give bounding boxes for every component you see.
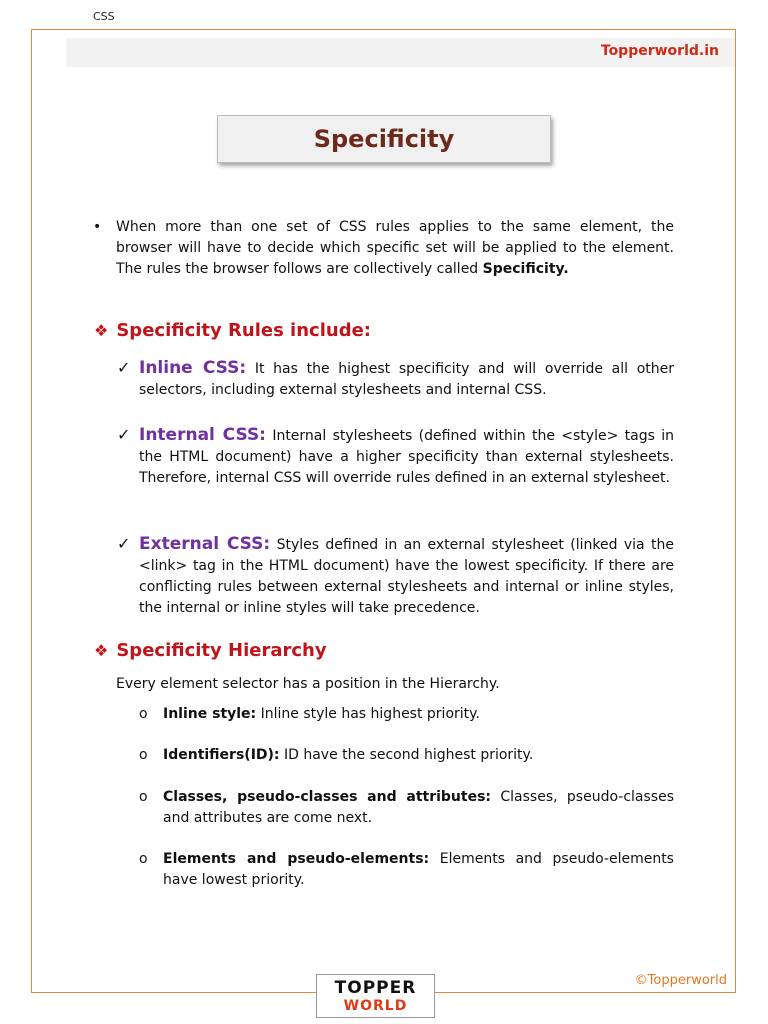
hierarchy-item-term: Elements and pseudo-elements: [163,851,430,867]
check-icon: ✓ [117,358,131,377]
hierarchy-heading-text: Specificity Hierarchy [116,640,327,661]
circle-bullet-icon: o [139,747,148,763]
circle-bullet-icon: o [139,706,148,722]
hierarchy-item [163,745,674,766]
rule-internal-term: Internal CSS: [139,425,266,445]
hierarchy-item-term: Inline style: [163,706,257,722]
hierarchy-item-text: Classes, pseudo-classes and attributes are come next. [163,789,675,826]
logo-top-text: TOPPER [334,977,417,998]
diamond-icon: ❖ [94,641,109,660]
hierarchy-item-text: Inline style has highest priority. [256,706,480,722]
rule-external-term: External CSS: [139,534,271,554]
rules-heading-text: Specificity Rules include: [116,320,371,341]
footer-copyright: ©Topperworld [634,973,727,988]
rule-inline-text: It has the highest specificity and will override all other selectors, including external stylesheets and internal CSS. [139,361,674,398]
hierarchy-item-text: ID have the second highest priority. [279,747,534,763]
hierarchy-item-term: Identifiers(ID): [163,747,280,763]
page-title: Specificity [313,125,455,153]
check-icon: ✓ [117,534,131,553]
topperworld-logo [316,974,435,1018]
hierarchy-intro: Every element selector has a position in the Hierarchy. [116,676,500,692]
header-band [66,38,735,67]
check-icon: ✓ [117,425,131,444]
hierarchy-item-term: Classes, pseudo-classes and attributes: [163,789,492,805]
circle-bullet-icon: o [139,851,148,867]
bullet-icon: • [93,219,102,235]
rule-inline [139,358,674,401]
hierarchy-item [163,704,674,725]
diamond-icon: ❖ [94,321,109,340]
intro-text: When more than one set of CSS rules applies to the same element, the browser will have to decide which specific set will be applied to the element. The rules the browser follows are collectively called [116,219,674,277]
brand-link[interactable]: Topperworld.in [600,43,719,59]
rule-inline-term: Inline CSS: [139,358,247,378]
intro-bold: Specificity. [482,261,569,277]
hierarchy-item [163,787,674,829]
rule-external-text: Styles defined in an external stylesheet (linked via the <link> tag in the HTML document) have the lowest specificity. If there are conflicting rules between external stylesheets and internal or inline styles, the internal or inline styles will take precedence. [139,537,674,616]
rule-internal [139,425,674,489]
rule-external [139,534,674,619]
header-top-label: CSS [93,10,115,23]
hierarchy-heading [94,640,327,661]
logo-bottom-text: WORLD [343,997,408,1014]
rules-heading [94,320,371,341]
intro-paragraph [116,217,674,280]
hierarchy-item-text: Elements and pseudo-elements have lowest priority. [163,851,674,888]
circle-bullet-icon: o [139,789,148,805]
hierarchy-item [163,849,674,891]
rule-internal-text: Internal stylesheets (defined within the <style> tags in the HTML document) have a higher specificity than external stylesheets. Therefore, internal CSS will override rules defined in an external stylesheet. [139,428,674,486]
title-box [217,115,551,163]
